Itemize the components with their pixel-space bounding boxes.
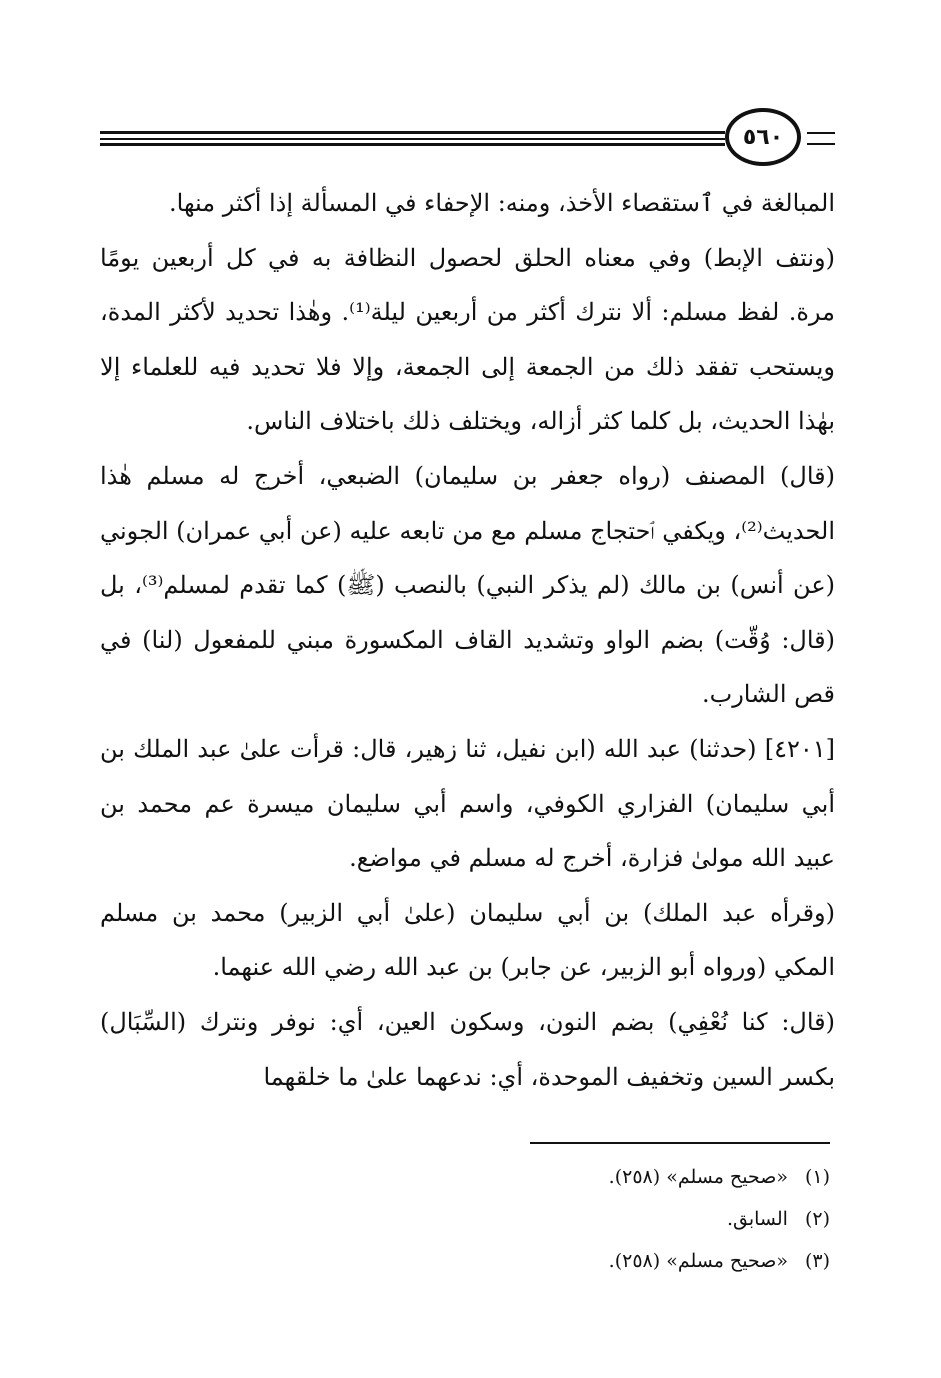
paragraph-2-text: (ونتف الإبط) وفي معناه الحلق لحصول النظافة به في كل أربعين يومًا مرة. لفظ مسلم: ألا نترك أكثر من أربعين ليلة⁽¹⁾. وهٰذا تحديد لأكثر المدة، ويستحب تفقد ذلك من الجمعة إلى الجمعة، وإلا فلا تحديد فيه للعلماء إلا بهٰذا الحديث، بل كلما كثر أزاله، ويختلف ذلك باختلاف الناس.	[100, 243, 835, 436]
paragraph-3-text: (قال) المصنف (رواه جعفر بن سليمان) الضبعي، أخرج له مسلم هٰذا الحديث⁽²⁾، ويكفي ٱحتجاج مسلم مع من تابعه عليه (عن أبي عمران) الجوني (عن أنس) بن مالك (لم يذكر النبي) بالنصب (ﷺ) كما تقدم لمسلم⁽³⁾، بل (قال: وُقّت) بضم الواو وتشديد القاف المكسورة مبني للمفعول (لنا) في قص الشارب.	[100, 461, 836, 709]
footnote-2-number: (٢)	[804, 1208, 830, 1230]
header-rule-thick-top	[100, 131, 725, 134]
paragraph-1	[100, 176, 835, 231]
footnote-3-number: (٣)	[804, 1250, 830, 1272]
paragraph-4-text: [٤٢٠١] (حدثنا) عبد الله (ابن نفيل، ثنا زهير، قال: قرأت علىٰ عبد الملك بن أبي سليمان) الفزاري الكوفي، واسم أبي سليمان ميسرة عم محمد بن عبيد الله مولىٰ فزارة، أخرج له مسلم في مواضع.	[100, 734, 835, 873]
footnote-3-text: «صحيح مسلم» (٢٥٨).	[608, 1250, 788, 1272]
paragraph-4	[100, 722, 835, 886]
page-header	[100, 108, 835, 168]
footnote-1-number: (١)	[804, 1166, 830, 1188]
footnote-1	[530, 1156, 830, 1198]
header-rule-right-bottom	[807, 143, 835, 145]
page-number: ٥٦٠	[725, 108, 801, 166]
footnote-3	[530, 1240, 830, 1282]
footnote-2-text: السابق.	[726, 1208, 788, 1230]
footnotes	[530, 1142, 830, 1282]
header-rule-thin	[100, 138, 725, 140]
footnote-2	[530, 1198, 830, 1240]
paragraph-1-text: المبالغة في ٱستقصاء الأخذ، ومنه: الإحفاء في المسألة إذا أكثر منها.	[169, 189, 835, 217]
paragraph-6-text: (قال: كنا نُعْفِي) بضم النون، وسكون العين، أي: نوفر ونترك (السِّبَال) بكسر السين وتخفيف الموحدة، أي: ندعهما علىٰ ما خلقهما	[100, 1007, 835, 1091]
paragraph-5	[100, 886, 835, 995]
header-rule-thick-bottom	[100, 143, 725, 146]
paragraph-3	[100, 449, 835, 722]
header-rule-right-top	[807, 132, 835, 134]
footnote-1-text: «صحيح مسلم» (٢٥٨).	[608, 1166, 788, 1188]
paragraph-6	[100, 995, 835, 1104]
main-text	[100, 176, 835, 1104]
paragraph-5-text: (وقرأه عبد الملك) بن أبي سليمان (علىٰ أبي الزبير) محمد بن مسلم المكي (ورواه أبو الزبير، عن جابر) بن عبد الله رضي الله عنهما.	[100, 898, 835, 982]
paragraph-2	[100, 231, 835, 449]
